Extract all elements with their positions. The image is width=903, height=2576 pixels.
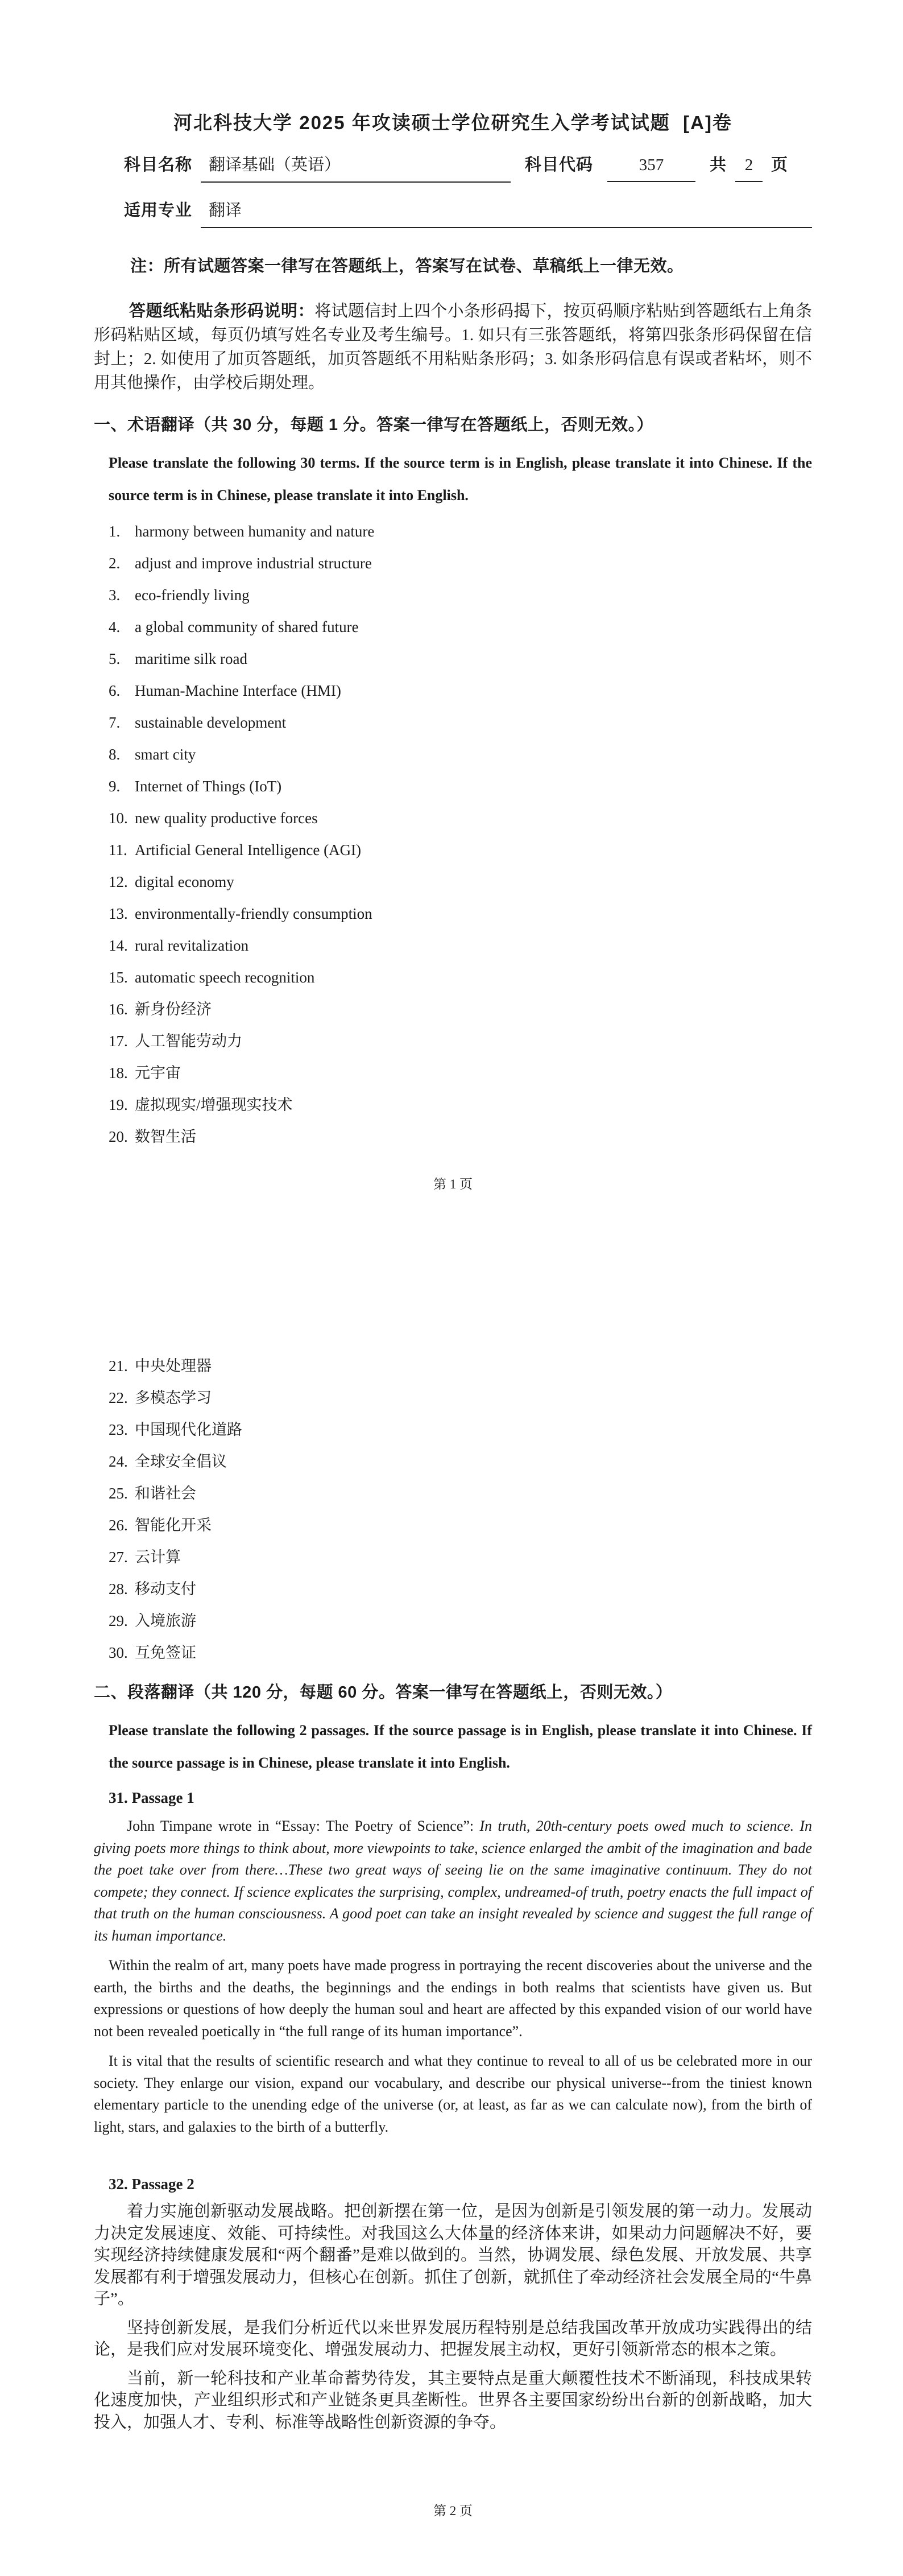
term-text: maritime silk road [135,650,247,667]
term-item [109,649,812,668]
term-item [109,1579,812,1599]
barcode-instructions-body: 将试题信封上四个小条形码揭下，按页码顺序粘贴到答题纸右上角条形码粘贴区域，每页仍填写姓名专业及考生编号。1. 如只有三张答题纸，将第四张条形码保留在信封上；2. 如使用了加页答题纸，加页答题纸不用粘贴条形码；3. 如条形码信息有误或者粘坏，则不用其他操作，由学校后期处理。 [94,302,812,392]
term-number: 10. [109,810,128,827]
term-item [109,713,812,732]
term-text: 入境旅游 [135,1612,196,1629]
term-text: 智能化开采 [135,1517,212,1534]
term-text: 虚拟现实/增强现实技术 [135,1096,293,1113]
term-item [109,777,812,796]
passage-1-para-1-quote: In truth, 20th-century poets owed much to science. In giving poets more things to think about, more viewpoints to take, science enlarged the ambit of the imagination and bade the poet take over from there…These two great ways of seeing lie on the same imaginative continuum. They do not compete; they connect. If science explicates the surprising, complex, undreamed-of truth, poetry enacts the full impact of that truth on the human consciousness. A good poet can take an insight revealed by science and suggest the full range of its human importance. [94,1818,812,1944]
term-number: 20. [109,1128,128,1145]
section-term-translation [94,412,812,1662]
term-number: 12. [109,873,128,890]
passage-2-para-3: 当前，新一轮科技和产业革命蓄势待发，其主要特点是重大颠覆性技术不断涌现，科技成果转化速度加快，产业组织形式和产业链条更具垄断性。世界各主要国家纷纷出台新的创新战略，加大投入，加强人才、专利、标准等战略性创新资源的争夺。 [94,2369,812,2431]
term-text: 数智生活 [135,1128,196,1145]
term-item [109,585,812,605]
passage-1-para-1 [94,1815,812,1947]
term-number: 26. [109,1517,128,1534]
term-item [109,1063,812,1083]
page-2-footer: 第 2 页 [433,2504,473,2518]
term-item [109,1000,812,1019]
term-text: 和谐社会 [135,1485,196,1502]
subject-row [94,152,812,183]
answer-note: 注：所有试题答案一律写在答题纸上，答案写在试卷、草稿纸上一律无效。 [130,257,684,275]
term-number: 13. [109,905,128,922]
term-number: 30. [109,1644,128,1661]
term-text: harmony between humanity and nature [135,523,375,540]
pages-total-count: 2 [735,156,763,182]
subject-name-label: 科目名称 [124,156,193,174]
term-item [109,872,812,891]
term-item [109,840,812,860]
subject-code-value: 357 [607,156,695,182]
term-text: 人工智能劳动力 [135,1033,242,1050]
term-text: digital economy [135,873,234,890]
term-text: Artificial General Intelligence (AGI) [135,841,362,858]
barcode-instructions [94,299,812,395]
passage-2-para-2: 坚持创新发展，是我们分析近代以来世界发展历程特别是总结我国改革开放成功实践得出的结论，是我们应对发展环境变化、增强发展动力、把握发展主动权，更好引领新常态的根本之策。 [94,2318,812,2359]
term-list-page-1 [109,522,812,1146]
term-number: 23. [109,1421,128,1438]
section-2-heading: 二、段落翻译（共 120 分，每题 60 分。答案一律写在答题纸上，否则无效。） [94,1683,673,1702]
term-text: automatic speech recognition [135,969,315,986]
passage-1-para-2: Within the realm of art, many poets have made progress in portraying the recent discoveries about the universe and the earth, the births and the deaths, the beginnings and the endings in both realms that scientists have given us. But expressions or questions of how deeply the human soul and heart are affected by this expanded vision of our world have not been revealed poetically in “the full range of its human importance”. [94,1957,812,2040]
term-number: 2. [109,555,121,572]
term-text: adjust and improve industrial structure [135,555,372,572]
term-number: 18. [109,1064,128,1081]
major-row [94,197,812,228]
term-item [109,1127,812,1146]
term-text: smart city [135,746,196,763]
pages-total-prefix: 共 [710,156,727,174]
term-item [109,1547,812,1567]
term-item [109,681,812,700]
term-item [109,808,812,828]
term-item [109,1356,812,1376]
term-number: 21. [109,1357,128,1374]
term-item [109,617,812,637]
term-item [109,1484,812,1503]
term-text: 互免签证 [135,1644,196,1661]
term-item [109,1420,812,1439]
term-text: Internet of Things (IoT) [135,778,282,795]
term-text: 全球安全倡议 [135,1453,227,1470]
passage-1-title: 31. Passage 1 [109,1789,194,1806]
term-item [109,1031,812,1051]
term-item [109,904,812,923]
term-text: a global community of shared future [135,618,359,635]
page-1-footer: 第 1 页 [433,1177,473,1191]
term-item [109,554,812,573]
term-text: 中央处理器 [135,1357,212,1374]
passage-2-para-1: 着力实施创新驱动发展战略。把创新摆在第一位，是因为创新是引领发展的第一动力。发展动力决定发展速度、效能、可持续性。对我国这么大体量的经济体来讲，如果动力问题解决不好，要实现经济持续健康发展和“两个翻番”是难以做到的。当然，协调发展、绿色发展、开放发展、共享发展都有利于增强发展动力，但核心在创新。抓住了创新，就抓住了牵动经济社会发展全局的“牛鼻子”。 [94,2202,812,2308]
term-text: rural revitalization [135,937,249,954]
term-text: 多模态学习 [135,1389,212,1406]
term-item [109,936,812,955]
term-number: 11. [109,841,127,858]
term-text: Human-Machine Interface (HMI) [135,682,341,699]
major-label: 适用专业 [124,201,193,220]
term-text: 元宇宙 [135,1064,181,1081]
term-number: 25. [109,1485,128,1502]
subject-name-value: 翻译基础（英语） [201,152,511,183]
passage-2-title: 32. Passage 2 [109,2175,194,2193]
passage-1-para-1-lead: John Timpane wrote in “Essay: The Poetry of Science”: [127,1818,480,1834]
term-number: 19. [109,1096,128,1113]
barcode-instructions-lead: 答题纸粘贴条形码说明： [129,302,315,320]
term-item [109,1388,812,1407]
term-number: 15. [109,969,128,986]
page-title: 河北科技大学 2025 年攻读硕士学位研究生入学考试试题 [A]卷 [173,112,732,133]
term-item [109,968,812,987]
pages-total-suffix: 页 [771,156,789,174]
term-number: 17. [109,1033,128,1050]
term-number: 22. [109,1389,128,1406]
term-item [109,1452,812,1471]
term-text: 中国现代化道路 [135,1421,242,1438]
term-number: 3. [109,587,121,604]
term-number: 16. [109,1001,128,1018]
term-item [109,1643,812,1662]
term-text: 云计算 [135,1549,181,1566]
passage-1-para-3: It is vital that the results of scientific research and what they continue to reveal to all of us be celebrated more in our society. They enlarge our vision, expand our vocabulary, and describe our physical universe--from the tiniest known elementary particle to the unending edge of the universe (or, at least, as far as we can calculate now), from the birth of light, stars, and galaxies to the birth of a butterfly. [94,2053,812,2135]
term-item [109,745,812,764]
term-text: sustainable development [135,714,287,731]
term-text: 新身份经济 [135,1001,212,1018]
term-number: 5. [109,650,121,667]
section-2-instruction: Please translate the following 2 passages. If the source passage is in English, please translate it into Chinese. If the source passage is in Chinese, please translate it into English. [109,1722,812,1771]
term-number: 1. [109,523,121,540]
term-item [109,1516,812,1535]
term-item [109,522,812,541]
section-passage-translation [94,1679,812,2433]
term-text: eco-friendly living [135,587,250,604]
subject-code-label: 科目代码 [525,156,594,174]
term-number: 29. [109,1612,128,1629]
section-1-instruction: Please translate the following 30 terms. If the source term is in English, please translate it into Chinese. If the source term is in Chinese, please translate it into English. [109,455,812,503]
section-1-heading: 一、术语翻译（共 30 分，每题 1 分。答案一律写在答题纸上，否则无效。） [94,416,654,434]
term-text: 移动支付 [135,1580,196,1597]
term-number: 4. [109,618,121,635]
term-number: 6. [109,682,121,699]
term-text: new quality productive forces [135,810,318,827]
term-number: 14. [109,937,128,954]
term-item [109,1611,812,1630]
term-number: 27. [109,1549,128,1566]
term-number: 9. [109,778,121,795]
term-number: 7. [109,714,121,731]
term-list-page-2 [109,1356,812,1662]
term-item [109,1095,812,1114]
term-number: 24. [109,1453,128,1470]
term-number: 8. [109,746,121,763]
major-value: 翻译 [201,197,812,228]
term-text: environmentally-friendly consumption [135,905,372,922]
term-number: 28. [109,1580,128,1597]
